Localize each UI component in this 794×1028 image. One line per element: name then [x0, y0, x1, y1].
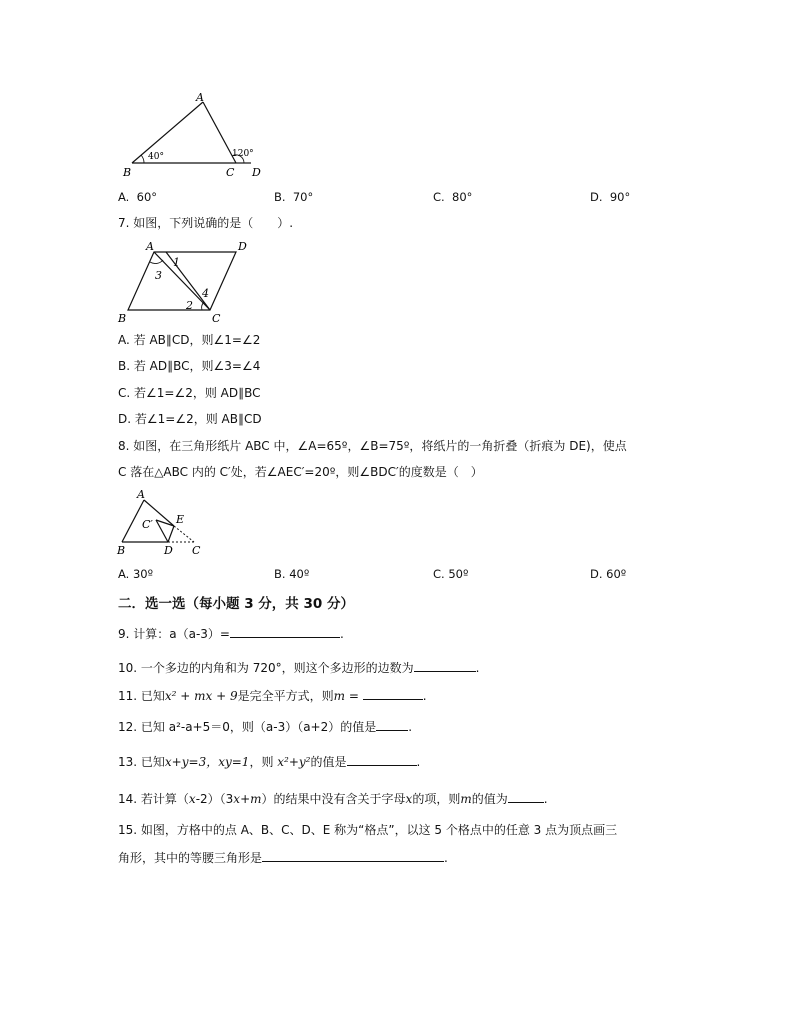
q12-answer-blank[interactable] — [376, 718, 408, 731]
q7-option-c: C. 若∠1=∠2，则 AD∥BC — [118, 386, 261, 400]
label-E: E — [176, 513, 185, 526]
q7-option-a: A. 若 AB∥CD，则∠1=∠2 — [118, 333, 261, 347]
q10: 10. 一个多边的内角和为 720°，则这个多边形的边数为 . — [118, 661, 480, 675]
figure-q6-triangle — [118, 90, 278, 182]
label-A: A — [137, 488, 145, 501]
q8-option-b: B. 40º — [274, 567, 310, 581]
figure-q7-parallelogram — [112, 238, 262, 324]
q7-stem: 7. 如图，下列说确的是（ ）. — [118, 216, 294, 230]
q15-answer-blank[interactable] — [262, 849, 444, 862]
q6-option-b: B. 70° — [274, 190, 314, 204]
q8-stem-line1: 8. 如图，在三角形纸片 ABC 中，∠A=65º，∠B=75º，将纸片的一角折叠（折痕为 DE)，使点 — [118, 439, 627, 453]
q14: 14. 若计算（x-2）（3x+m）的结果中没有含关于字母x的项，则m的值为 . — [118, 792, 548, 806]
label-B: B — [123, 166, 132, 179]
label-D: D — [164, 544, 173, 557]
q9-answer-blank[interactable] — [230, 625, 340, 638]
label-C-prime: C′ — [142, 518, 153, 531]
q6-option-c: C. 80° — [433, 190, 473, 204]
label-B: B — [117, 544, 126, 557]
q7-option-b: B. 若 AD∥BC，则∠3=∠4 — [118, 359, 261, 373]
q8-option-c: C. 50º — [433, 567, 469, 581]
angle-b-label: 40° — [148, 152, 164, 162]
q11-answer-blank[interactable] — [363, 687, 423, 700]
q15-line2: 角形，其中的等腰三角形是 . — [118, 851, 448, 865]
label-D: D — [238, 240, 247, 253]
q6-option-d: D. 90° — [590, 190, 631, 204]
angle-3-label: 3 — [155, 269, 162, 282]
q11: 11. 已知x² + mx + 9是完全平方式，则m = . — [118, 689, 427, 703]
q10-answer-blank[interactable] — [414, 659, 476, 672]
angle-2-label: 2 — [186, 299, 193, 312]
q6-option-a: A. 60° — [118, 190, 158, 204]
q8-option-a: A. 30º — [118, 567, 154, 581]
angle-ext-label: 120° — [232, 149, 254, 159]
label-B: B — [118, 312, 127, 324]
q13-answer-blank[interactable] — [347, 753, 417, 766]
label-C: C — [192, 544, 201, 557]
label-A: A — [196, 91, 204, 104]
q13: 13. 已知x+y=3，xy=1，则 x²+y²的值是 . — [118, 755, 421, 769]
q12: 12. 已知 a²-a+5＝0，则（a-3）（a+2）的值是 . — [118, 720, 413, 734]
angle-4-label: 4 — [202, 287, 209, 300]
q14-answer-blank[interactable] — [508, 790, 544, 803]
q8-stem-line2: C 落在△ABC 内的 C′处，若∠AEC′=20º，则∠BDC′的度数是（ ） — [118, 465, 483, 479]
q8-option-d: D. 60º — [590, 567, 627, 581]
label-A: A — [146, 240, 154, 253]
angle-1-label: 1 — [173, 256, 180, 269]
q7-option-d: D. 若∠1=∠2，则 AB∥CD — [118, 412, 262, 426]
label-D: D — [252, 166, 261, 179]
section-heading: 二．选一选（每小题 3 分，共 30 分） — [118, 596, 354, 612]
label-C: C — [226, 166, 235, 179]
q15-line1: 15. 如图，方格中的点 A、B、C、D、E 称为“格点”，以这 5 个格点中的任意 3 点为顶点画三 — [118, 823, 618, 837]
q9: 9. 计算：a（a-3）= . — [118, 627, 344, 641]
figure-q8-folded-triangle — [112, 486, 212, 558]
label-C: C — [212, 312, 221, 324]
